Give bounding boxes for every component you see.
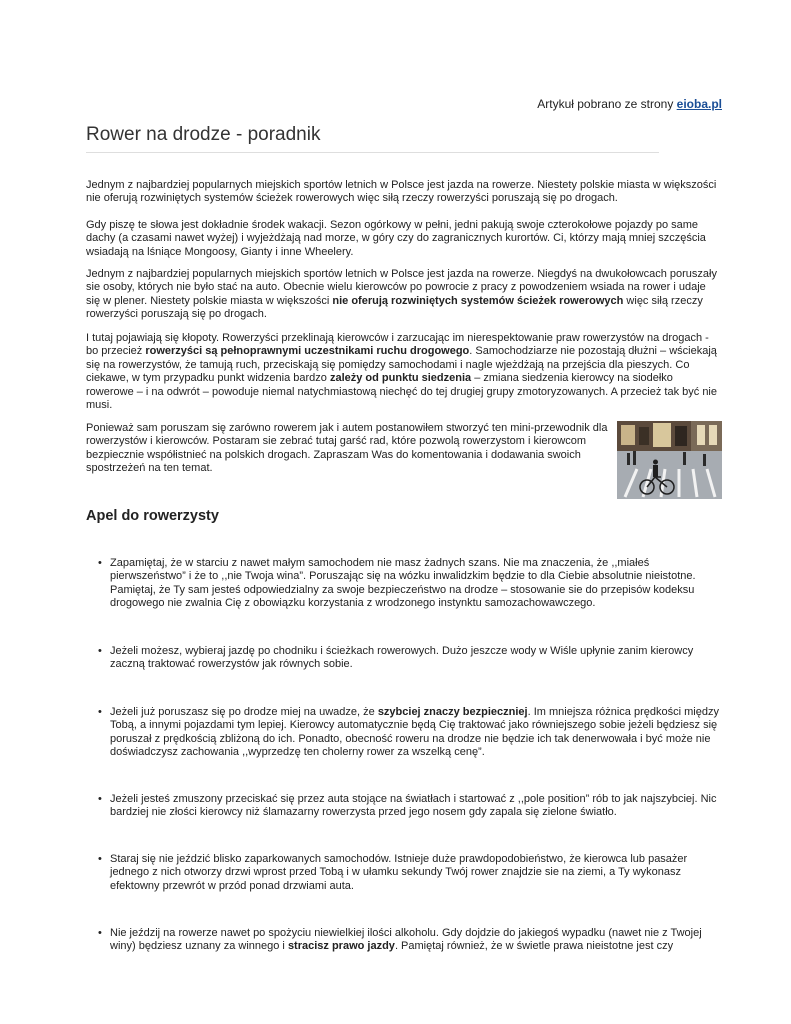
tip-text bbox=[110, 793, 720, 820]
text-run: Jednym z najbardziej popularnych miejskich sportów letnich w Polsce jest jazda na rowerze. Niestety polskie miasta w większości nie oferują rozwiniętych systemów ścieżek rowerowych więc siłą rzeczy rowerzyści poruszają się po drogach. bbox=[86, 179, 717, 205]
paragraph-2 bbox=[86, 219, 720, 259]
bold-text: szybciej znaczy bezpieczniej bbox=[377, 706, 528, 718]
bold-text: nie oferują rozwiniętych systemów ścieżek rowerowych bbox=[332, 294, 624, 307]
bullet: • bbox=[98, 793, 102, 805]
paragraph-1 bbox=[86, 179, 720, 206]
bold-text: zależy od punktu siedzenia bbox=[329, 372, 472, 385]
paragraph-5 bbox=[86, 422, 608, 476]
cyclist-street-photo bbox=[617, 421, 722, 499]
text-run: . Pamiętaj również, że w świetle prawa nieistotne jest czy bbox=[394, 940, 674, 953]
bold-text: stracisz prawo jazdy bbox=[287, 940, 395, 953]
tip-text bbox=[110, 645, 720, 672]
text-run: . Samochodziarze nie pozostają dłużni – wściekają się na rowerzystów, że tamują ruch, przeciskają się pomiędzy samochodami i nagle wjeżdżają na przejścia dla pieszych. Co ciekawe, w tym przypadku punkt widzenia bardzo bbox=[86, 345, 717, 385]
text-run: Jednym z najbardziej popularnych miejskich sportów letnich w Polsce jest jazda na rowerze. Niegdyś na dwukołowcach poruszały sie osoby, których nie było stać na auto. Obecnie wielu kierowców po powrocie z pracy z powodzeniem wsiada na rower i udaje się w plener. Niestety polskie miasta w większości bbox=[86, 268, 717, 307]
source-note bbox=[537, 97, 722, 111]
tip-text bbox=[110, 927, 720, 954]
source-link[interactable]: eioba.pl bbox=[676, 97, 722, 111]
paragraph-3 bbox=[86, 268, 720, 322]
bullet: • bbox=[98, 557, 102, 569]
bold-text: rowerzyści są pełnoprawnymi uczestnikami ruchu drogowego bbox=[145, 345, 470, 358]
tip-text bbox=[110, 706, 720, 760]
text-run: . Im mniejsza różnica prędkości między Tobą, a innymi pojazdami tym lepiej. Kierowcy automatycznie będą Cię traktować jako równiejszego sobie jeżeli będziesz się poruszał z prędkością zbliżoną do ich. Ponadto, obecność roweru na drodze nie będzie ich tak denerwowała i być może nie doświadczysz zachowania ,,wyprzedzę ten cholerny rower za wszelką cenę”. bbox=[110, 706, 719, 759]
text-run: Staraj się nie jeździć blisko zaparkowanych samochodów. Istnieje duże prawdopodobieństwo, że kierowca lub pasażer jednego z nich otworzy drzwi wprost przed Tobą i w ułamku sekundy Twój rower znajdzie sie na ziemi, a Ty wykonasz efektowny przewrót w przód ponad drzwiami auta. bbox=[110, 853, 688, 892]
section-heading: Apel do rowerzysty bbox=[86, 508, 219, 524]
text-run: Jeżeli jesteś zmuszony przeciskać się przez auta stojące na światłach i startować z ,,pole position” rób to jak najszybciej. Nic bardziej nie złości kierowcy niż ślamazarny rowerzysta przed jego nosem gdy zapala się zielone światło. bbox=[110, 793, 717, 819]
text-run: – zmiana siedzenia kierowcy na siodełko rowerowe – i na odwrót – powoduje niemal natychmiastową niechęć do tej drugiej grupy zmotoryzowanych. A przecież tak być nie musi. bbox=[86, 372, 717, 412]
text-run: Jeżeli możesz, wybieraj jazdę po chodniku i ścieżkach rowerowych. Dużo jeszcze wody w Wiśle upłynie zanim kierowcy zaczną traktować rowerzystów jak równych sobie. bbox=[110, 645, 694, 671]
title-divider bbox=[86, 152, 659, 153]
tip-text bbox=[110, 853, 720, 893]
text-run: Zapamiętaj, że w starciu z nawet małym samochodem nie masz żadnych szans. Nie ma znaczenia, że ,,miałeś pierwszeństwo” i że to ,,nie Twoja wina”. Poruszając się na wózku inwalidzkim będzie to dla Ciebie absolutnie nieistotne. Pamiętaj, że Ty sam jesteś odpowiedzialny za swoje bezpieczeństwo na drodze – stosowanie sie do przepisów kodeksu drogowego nie zwalnia Cię z obowiązku korzystania z wrodzonego instynktu samozachowawczego. bbox=[110, 557, 696, 610]
source-prefix: Artykuł pobrano ze strony bbox=[537, 97, 677, 111]
text-run: Jeżeli już poruszasz się po drodze miej na uwadze, że bbox=[110, 706, 378, 718]
bullet: • bbox=[98, 853, 102, 865]
text-run: Ponieważ sam poruszam się zarówno rowerem jak i autem postanowiłem stworzyć ten mini-przewodnik dla rowerzystów i kierowców. Postaram sie zebrać tutaj garść rad, które pozwolą rowerzystom i kierowcom bezpiecznie współistnieć na polskich drogach. Zapraszam Was do komentowania i dodawania swoich spostrzeżeń na ten temat. bbox=[86, 422, 608, 475]
bullet: • bbox=[98, 706, 102, 718]
tip-text bbox=[110, 557, 720, 611]
paragraph-4 bbox=[86, 332, 720, 412]
bullet: • bbox=[98, 927, 102, 939]
bullet: • bbox=[98, 645, 102, 657]
article-title: Rower na drodze - poradnik bbox=[86, 124, 321, 145]
text-run: Nie jeździj na rowerze nawet po spożyciu niewielkiej ilości alkoholu. Gdy dojdzie do jakiegoś wypadku (nawet nie z Twojej winy) będziesz uznany za winnego i bbox=[110, 927, 702, 953]
text-run: Gdy piszę te słowa jest dokładnie środek wakacji. Sezon ogórkowy w pełni, jedni pakują swoje czterokołowe pojazdy po same dachy (a czasami nawet wyżej) i wyjeżdżają nad morze, w góry czy do zagranicznych kurortów. Ci, którzy mają mniej szczęścia wsiadają na lśniące Mongoosy, Gianty i inne Wheelery. bbox=[86, 219, 706, 258]
text-run: I tutaj pojawiają się kłopoty. Rowerzyści przeklinają kierowców i zarzucając im nierespektowanie praw rowerzystów na drogach - bo przecież bbox=[86, 332, 709, 358]
text-run: więc siłą rzeczy rowerzyści poruszają się po drogach. bbox=[86, 294, 703, 321]
